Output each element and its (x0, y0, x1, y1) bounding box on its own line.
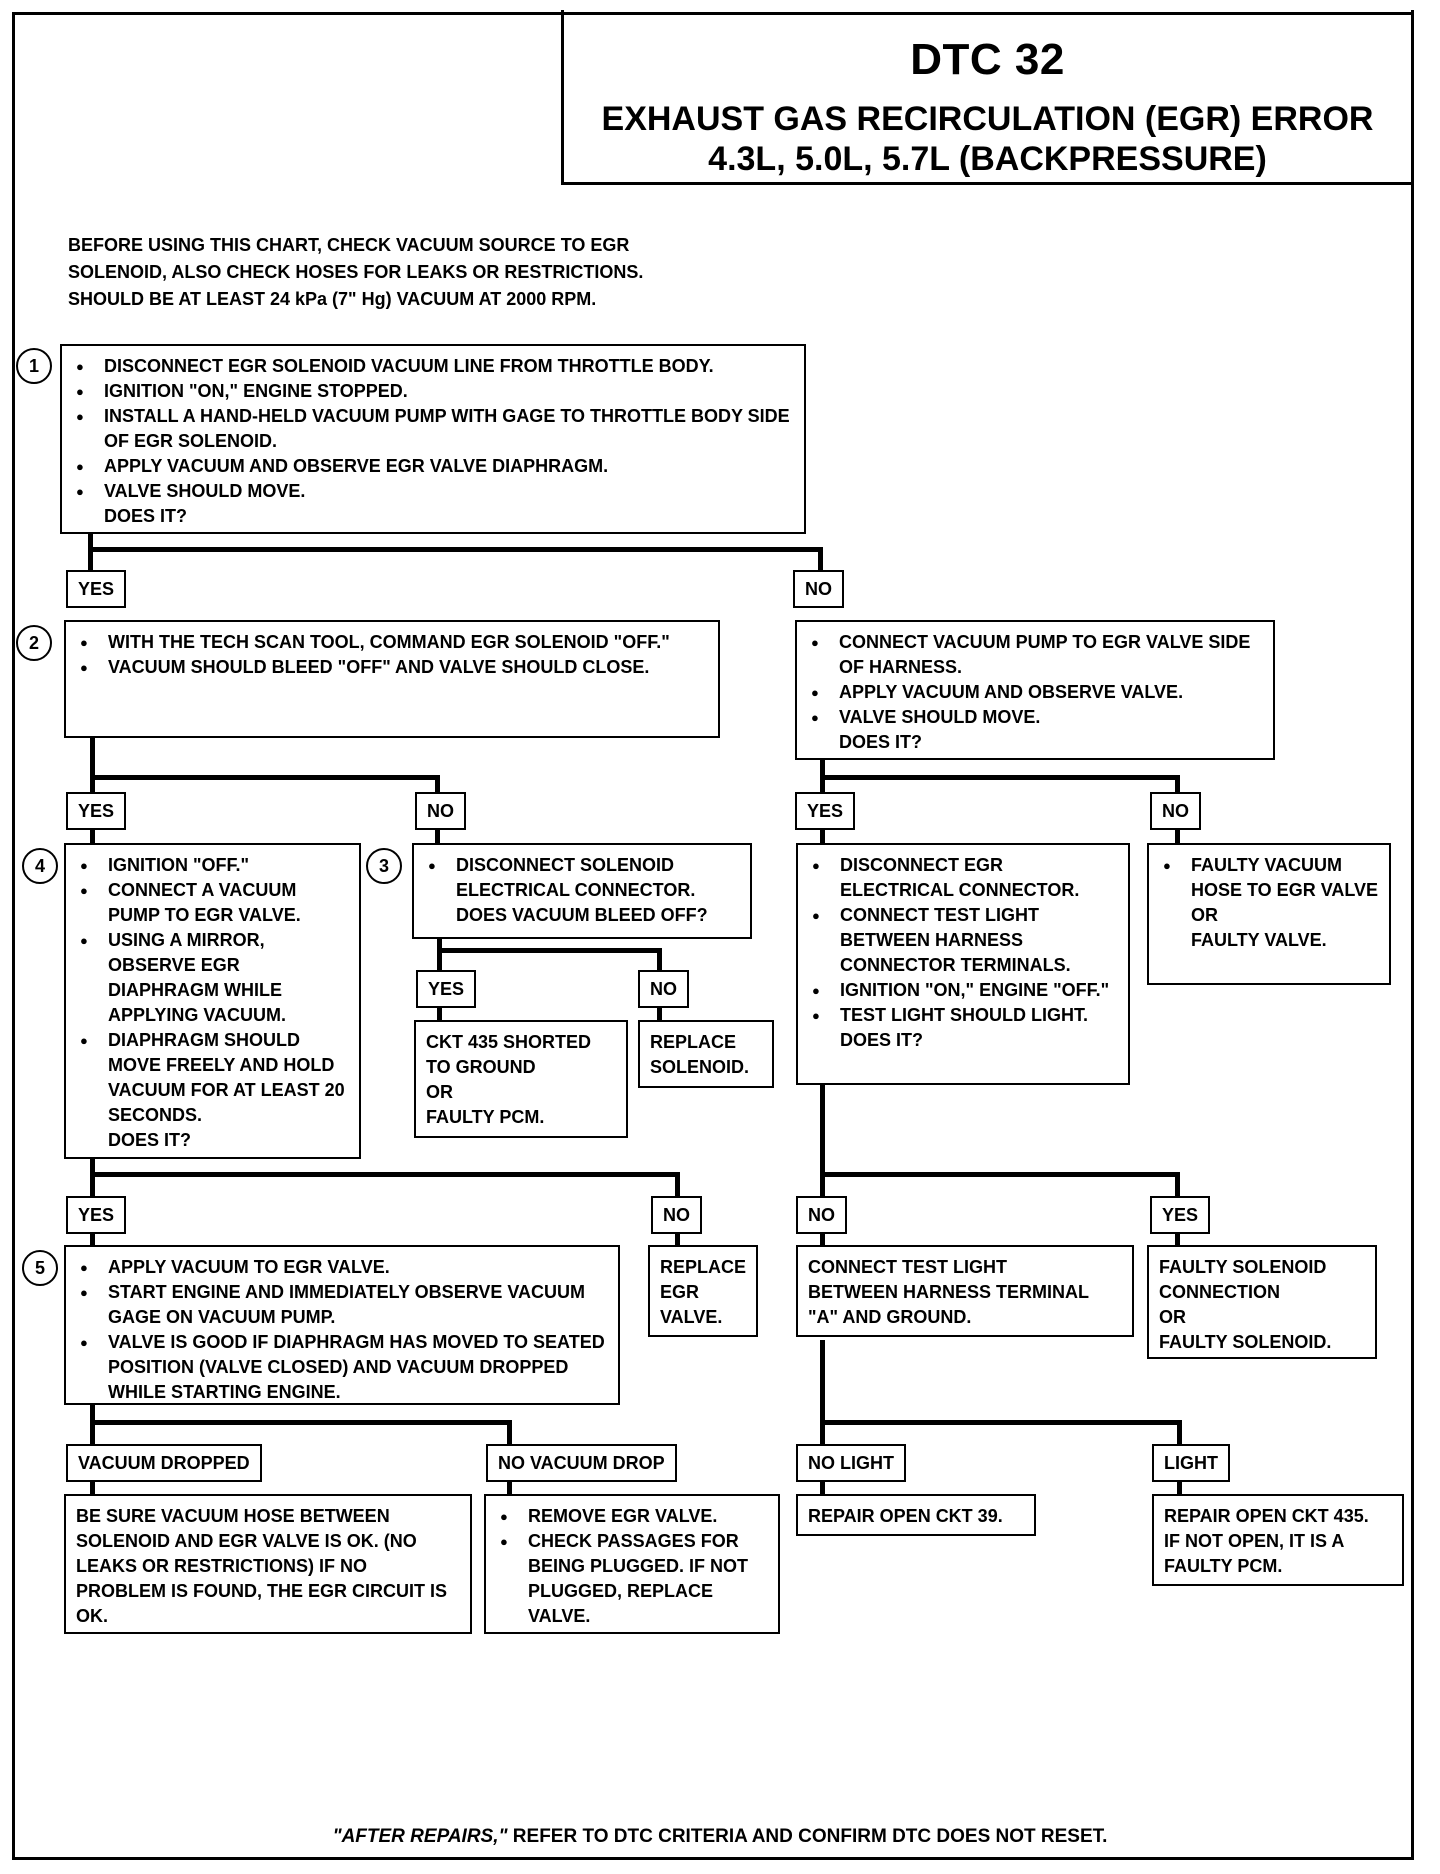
connector (90, 737, 95, 792)
branch-yes-label: YES (66, 792, 126, 830)
title-block (561, 10, 1414, 185)
step-1-marker: 1 (16, 348, 52, 384)
step-3-marker: 3 (366, 848, 402, 884)
branch-no-label: NO (415, 792, 466, 830)
connector (675, 1172, 680, 1196)
connector (437, 938, 442, 970)
connector (90, 828, 95, 843)
no-light-label: NO LIGHT (796, 1444, 906, 1482)
connector (820, 1340, 825, 1444)
branch-yes-label: YES (66, 1196, 126, 1234)
vacuum-pump-check-box: ● CONNECT VACUUM PUMP TO EGR VALVE SIDE OF HARNESS. ● APPLY VACUUM AND OBSERVE VALVE. ● VALVE SHOULD MOVE. DOES IT? (795, 620, 1275, 760)
connector (820, 1482, 825, 1494)
intro-note: BEFORE USING THIS CHART, CHECK VACUUM SOURCE TO EGR SOLENOID, ALSO CHECK HOSES FOR LEAKS OR RESTRICTIONS. SHOULD BE AT LEAST 24 kPa (7" Hg) VACUUM AT 2000 RPM. (68, 235, 644, 309)
branch-no-label: NO (796, 1196, 847, 1234)
step-2-marker: 2 (16, 625, 52, 661)
no-vacuum-drop-label: NO VACUUM DROP (486, 1444, 677, 1482)
connector (657, 948, 662, 970)
repair-open-ckt-39-box: REPAIR OPEN CKT 39. (796, 1494, 1036, 1536)
connector (507, 1482, 512, 1494)
replace-solenoid-box: REPLACE SOLENOID. (638, 1020, 774, 1088)
connector (90, 1158, 95, 1196)
branch-no-label: NO (651, 1196, 702, 1234)
light-label: LIGHT (1152, 1444, 1230, 1482)
repair-open-ckt-435-box: REPAIR OPEN CKT 435. IF NOT OPEN, IT IS A FAULTY PCM. (1152, 1494, 1404, 1586)
connector (507, 1420, 512, 1444)
step-1-box: ● DISCONNECT EGR SOLENOID VACUUM LINE FROM THROTTLE BODY. ● IGNITION "ON," ENGINE STOPPED. ● INSTALL A HAND-HELD VACUUM PUMP WITH GAGE TO THROTTLE BODY SIDE OF EGR SOLENOID. ● APPLY VACUUM AND OBSERVE EGR VALVE DIAPHRAGM. ● VALVE SHOULD MOVE. DOES IT? (60, 344, 806, 534)
connector (437, 948, 662, 953)
dtc-code: DTC 32 (910, 35, 1065, 84)
connector (1177, 1482, 1182, 1494)
vacuum-dropped-label: VACUUM DROPPED (66, 1444, 262, 1482)
connector (88, 547, 823, 552)
branch-yes-label: YES (66, 570, 126, 608)
branch-yes-label: YES (1150, 1196, 1210, 1234)
branch-yes-label: YES (795, 792, 855, 830)
branch-no-label: NO (793, 570, 844, 608)
connector (820, 828, 825, 843)
connector (1175, 1172, 1180, 1196)
vacuum-dropped-result-box: BE SURE VACUUM HOSE BETWEEN SOLENOID AND EGR VALVE IS OK. (NO LEAKS OR RESTRICTIONS) IF NO PROBLEM IS FOUND, THE EGR CIRCUIT IS OK. (64, 1494, 472, 1634)
branch-yes-label: YES (416, 970, 476, 1008)
no-vacuum-drop-result-box: ● REMOVE EGR VALVE. ● CHECK PASSAGES FOR BEING PLUGGED. IF NOT PLUGGED, REPLACE VALVE. (484, 1494, 780, 1634)
connector (820, 1420, 1182, 1425)
step-5-marker: 5 (22, 1250, 58, 1286)
ckt-435-shorted-box: CKT 435 SHORTED TO GROUND OR FAULTY PCM. (414, 1020, 628, 1138)
step-2-box: ● WITH THE TECH SCAN TOOL, COMMAND EGR SOLENOID "OFF." ● VACUUM SHOULD BLEED "OFF" AND VALVE SHOULD CLOSE. (64, 620, 720, 738)
connector (657, 1008, 662, 1020)
connector (90, 1172, 680, 1177)
step-4-marker: 4 (22, 848, 58, 884)
connector (90, 1420, 512, 1425)
faulty-solenoid-box: FAULTY SOLENOID CONNECTION OR FAULTY SOLENOID. (1147, 1245, 1377, 1359)
connector (820, 1172, 1180, 1177)
connector (820, 1084, 825, 1196)
connector (1175, 775, 1180, 792)
connector (1175, 828, 1180, 843)
connector (435, 828, 440, 843)
dtc-title: EXHAUST GAS RECIRCULATION (EGR) ERROR 4.3L, 5.0L, 5.7L (BACKPRESSURE) (601, 100, 1374, 178)
connector (820, 775, 1180, 780)
branch-no-label: NO (1150, 792, 1201, 830)
replace-egr-valve-box: REPLACE EGR VALVE. (648, 1245, 758, 1337)
step-5-box: ● APPLY VACUUM TO EGR VALVE. ● START ENGINE AND IMMEDIATELY OBSERVE VACUUM GAGE ON VACUUM PUMP. ● VALVE IS GOOD IF DIAPHRAGM HAS MOVED TO SEATED POSITION (VALVE CLOSED) AND VACUUM DROPPED WHILE STARTING ENGINE. (64, 1245, 620, 1405)
footer-note: "AFTER REPAIRS," REFER TO DTC CRITERIA AND CONFIRM DTC DOES NOT RESET. (332, 1826, 1108, 1847)
connector (90, 1482, 95, 1494)
connect-test-light-box: CONNECT TEST LIGHT BETWEEN HARNESS TERMINAL "A" AND GROUND. (796, 1245, 1134, 1337)
branch-no-label: NO (638, 970, 689, 1008)
test-light-check-box: ● DISCONNECT EGR ELECTRICAL CONNECTOR. ● CONNECT TEST LIGHT BETWEEN HARNESS CONNECTOR TERMINALS. ● IGNITION "ON," ENGINE "OFF." ● TEST LIGHT SHOULD LIGHT. DOES IT? (796, 843, 1130, 1085)
connector (437, 1008, 442, 1020)
step-4-box: ● IGNITION "OFF." ● CONNECT A VACUUM PUMP TO EGR VALVE. ● USING A MIRROR, OBSERVE EGR DIAPHRAGM WHILE APPLYING VACUUM. ● DIAPHRAGM SHOULD MOVE FREELY AND HOLD VACUUM FOR AT LEAST 20 SECONDS. DOES IT? (64, 843, 361, 1159)
connector (1177, 1420, 1182, 1444)
connector (90, 775, 440, 780)
connector (435, 775, 440, 792)
faulty-vacuum-hose-box: ● FAULTY VACUUM HOSE TO EGR VALVE OR FAULTY VALVE. (1147, 843, 1391, 985)
step-3-box: ● DISCONNECT SOLENOID ELECTRICAL CONNECTOR. DOES VACUUM BLEED OFF? (412, 843, 752, 939)
